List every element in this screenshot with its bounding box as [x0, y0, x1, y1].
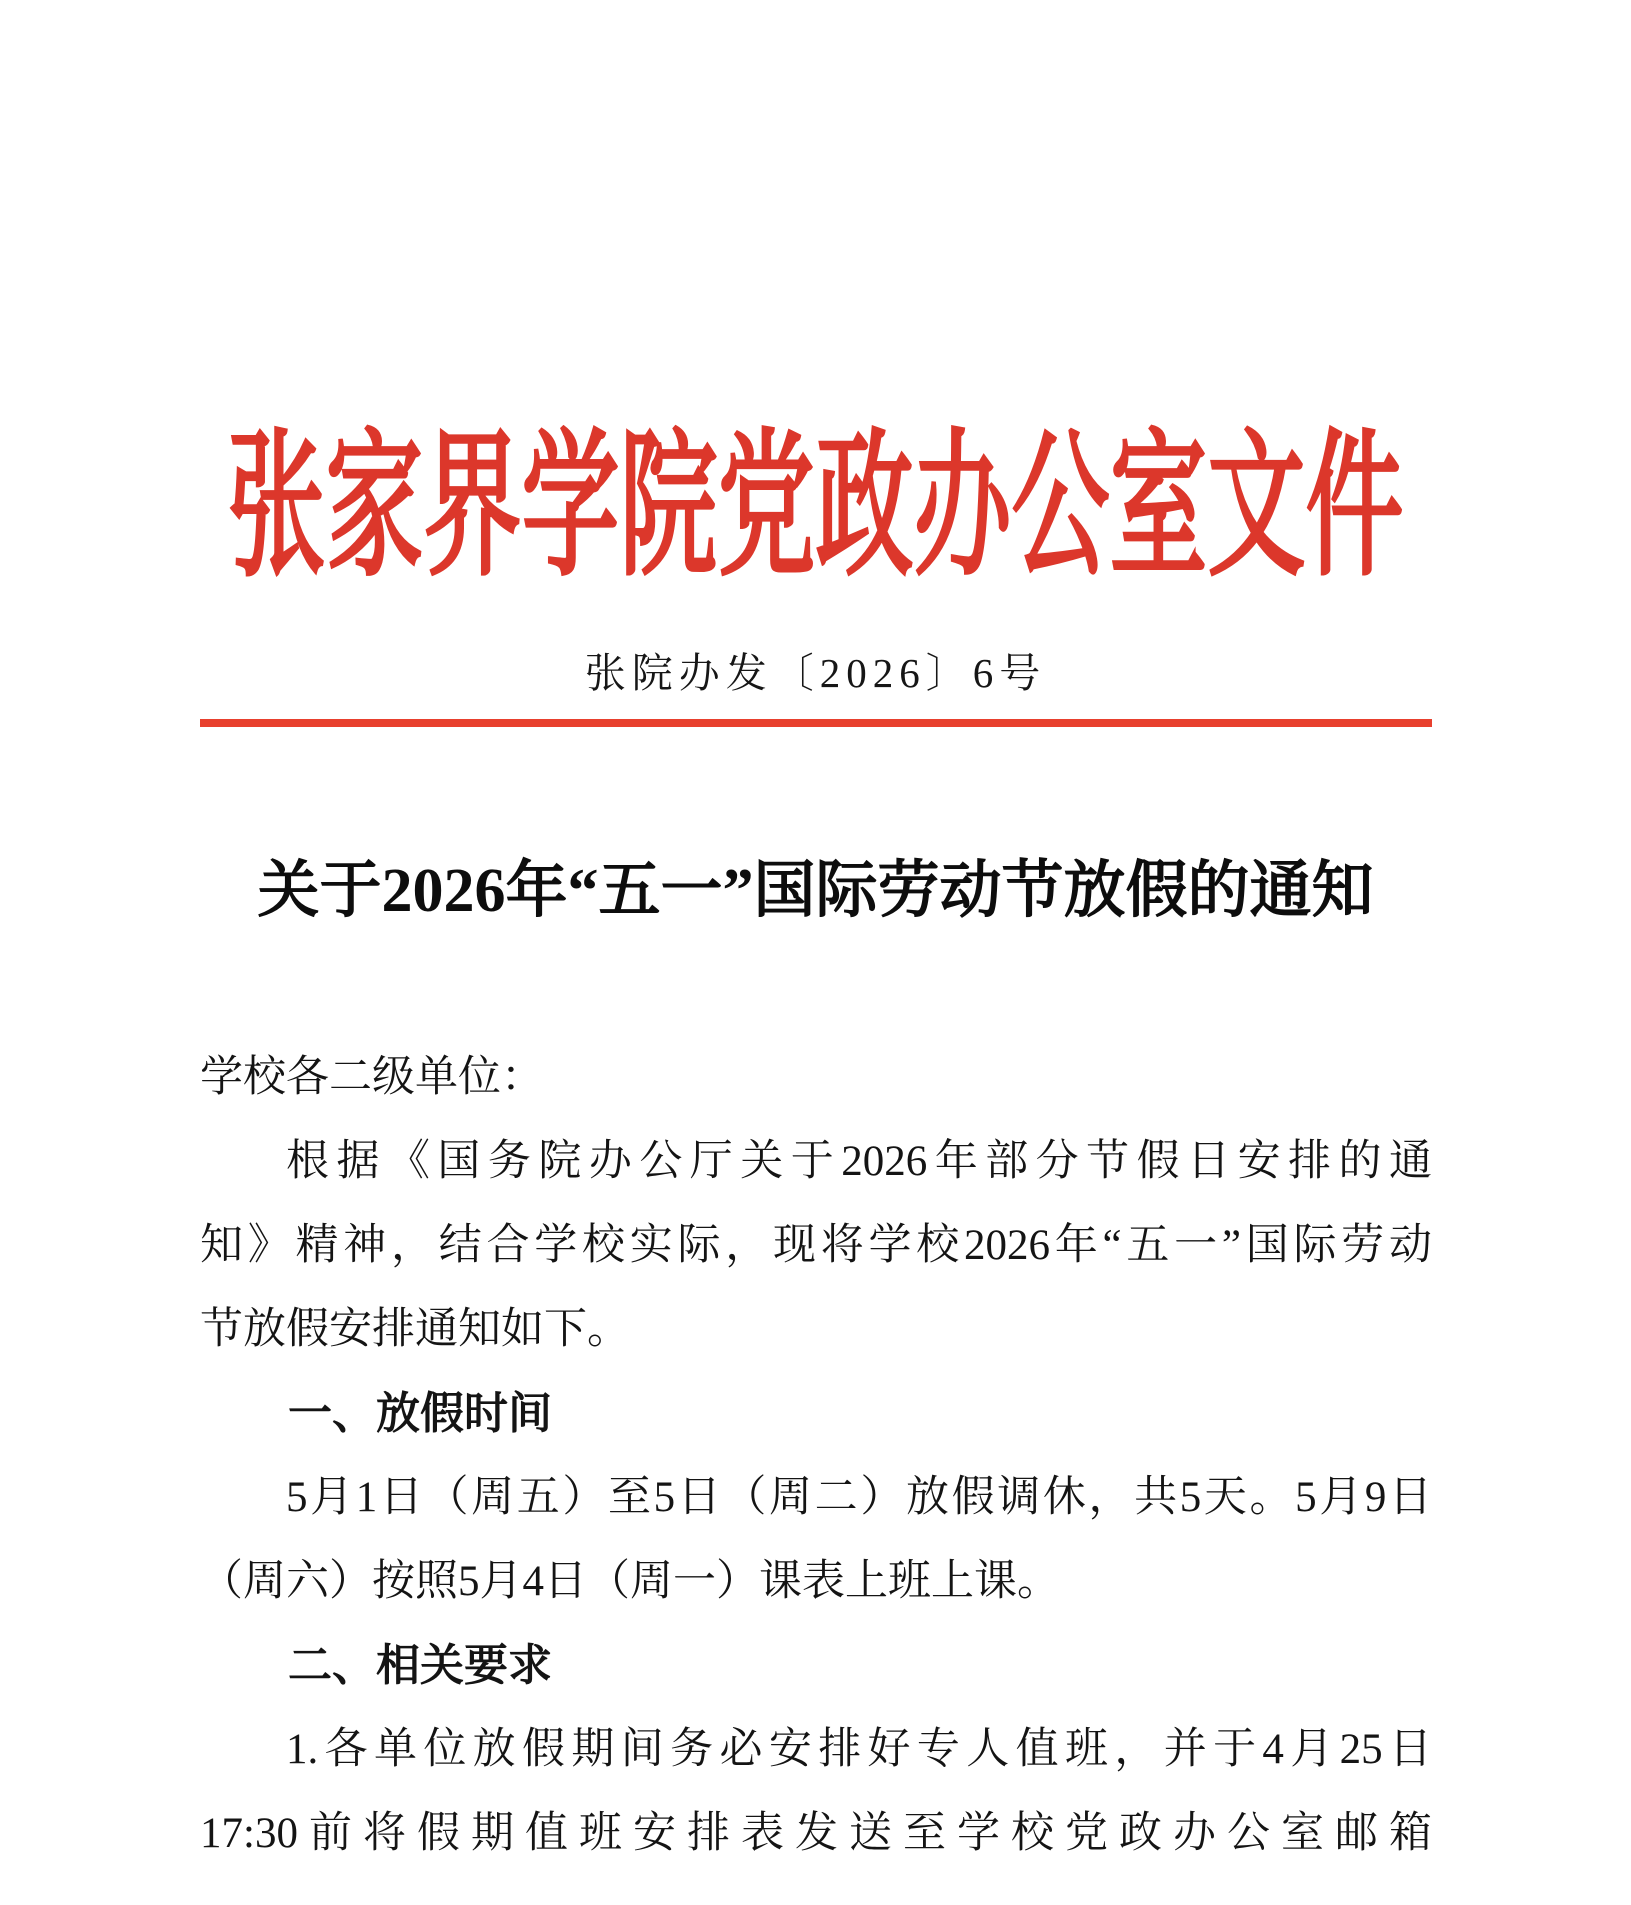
body-line: （周六）按照5月4日（周一）课表上班上课。	[200, 1558, 1060, 1605]
red-masthead	[0, 421, 1631, 597]
body-line: 1.各单位放假期间务必安排好专人值班，并于4月25日	[286, 1726, 1432, 1773]
body-line: 5月1日（周五）至5日（周二）放假调休，共5天。5月9日	[286, 1474, 1432, 1521]
section-heading-2: 二、相关要求	[288, 1641, 552, 1690]
body-line-salutation: 学校各二级单位：	[200, 1054, 544, 1101]
section-heading-1: 一、放假时间	[288, 1389, 552, 1438]
red-divider-rule	[200, 719, 1432, 727]
masthead-title: 张家界学院党政办公室文件	[227, 421, 1404, 597]
body-line: 17:30前将假期值班安排表发送至学校党政办公室邮箱	[200, 1810, 1432, 1857]
body-line: 节放假安排通知如下。	[200, 1306, 630, 1353]
document-number: 张院办发〔2026〕6号	[584, 650, 1047, 696]
notice-body	[200, 1036, 1432, 1876]
body-line: 知》精神，结合学校实际，现将学校2026年“五一”国际劳动	[200, 1222, 1432, 1269]
body-line: 根据《国务院办公厅关于2026年部分节假日安排的通	[286, 1138, 1432, 1185]
notice-title: 关于2026年“五一”国际劳动节放假的通知	[257, 857, 1374, 925]
